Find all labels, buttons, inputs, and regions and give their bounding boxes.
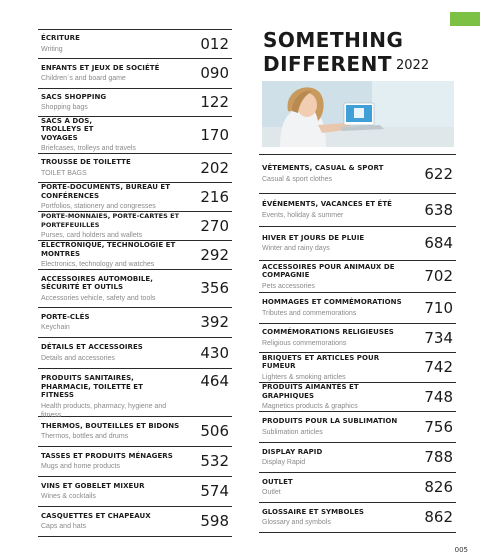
entry-subtitle: Religious commemorations <box>262 339 347 347</box>
entry-title: DÉTAILS ET ACCESSOIRES <box>41 343 143 352</box>
entry-page-number: 270 <box>200 216 229 235</box>
entry-page-number: 356 <box>200 279 229 297</box>
entry-subtitle: Health products, pharmacy, hygiene and fitness <box>41 402 167 419</box>
entry-title: PORTE-CLÉS <box>41 312 90 321</box>
toc-entry[interactable] <box>259 194 456 227</box>
entry-title: ÉLECTRONIQUE, TECHNOLOGIE ET MONTRES <box>41 241 176 258</box>
entry-page-number: 702 <box>424 267 453 285</box>
entry-subtitle: Details and accessories <box>41 354 115 362</box>
page-number: 005 <box>454 546 468 554</box>
entry-subtitle: Winter and rainy days <box>262 245 330 253</box>
entry-subtitle: Caps and hats <box>41 523 87 531</box>
entry-page-number: 598 <box>200 512 229 530</box>
entry-subtitle: Children´s and board game <box>41 75 126 83</box>
entry-subtitle: Shopping bags <box>41 104 88 112</box>
toc-entry[interactable] <box>38 270 232 308</box>
entry-subtitle: Accessories vehicle, safety and tools <box>41 294 156 302</box>
hero-photo-illustration <box>262 81 454 147</box>
entry-subtitle: Pets accessories <box>262 282 315 290</box>
entry-subtitle: Keychain <box>41 324 70 332</box>
entry-page-number: 710 <box>424 298 453 317</box>
toc-entry[interactable] <box>38 183 232 212</box>
entry-page-number: 622 <box>424 164 453 183</box>
entry-subtitle: Portfolios, stationery and congresses <box>41 203 156 210</box>
toc-entry[interactable] <box>38 447 232 477</box>
entry-page-number: 574 <box>200 482 229 500</box>
entry-subtitle: Purses, card holders and wallets <box>41 232 143 239</box>
toc-entry[interactable] <box>38 308 232 338</box>
entry-title: ENFANTS ET JEUX DE SOCIÉTÉ <box>41 63 160 72</box>
entry-page-number: 090 <box>200 64 229 82</box>
catalog-year: 2022 <box>396 58 430 73</box>
entry-subtitle: Sublimation articles <box>262 428 323 436</box>
entry-title: ÉCRITURE <box>41 34 80 43</box>
entry-page-number: 638 <box>424 200 453 219</box>
toc-entry[interactable] <box>38 89 232 117</box>
entry-page-number: 862 <box>424 508 453 526</box>
toc-entry[interactable] <box>38 417 232 447</box>
entry-subtitle: Mugs and home products <box>41 463 120 471</box>
entry-title: GLOSSAIRE ET SYMBOLES <box>262 507 364 516</box>
entry-page-number: 756 <box>424 417 453 436</box>
entry-page-number: 532 <box>200 452 229 470</box>
hero-photo-woman-with-laptop <box>262 81 454 147</box>
entry-subtitle: Outlet <box>262 489 281 497</box>
toc-entry[interactable] <box>259 227 456 261</box>
headline-line-2: DIFFERENT <box>263 52 392 76</box>
entry-page-number: 742 <box>424 358 453 376</box>
entry-page-number: 684 <box>424 234 453 252</box>
toc-entry[interactable] <box>259 443 456 473</box>
toc-entry[interactable] <box>259 412 456 443</box>
toc-entry[interactable] <box>259 503 456 533</box>
entry-page-number: 734 <box>424 328 453 347</box>
entry-title: PRODUITS AIMANTÉS ET GRAPHIQUES <box>262 383 359 400</box>
entry-subtitle: Tributes and commemorations <box>262 309 357 317</box>
toc-entry[interactable] <box>259 261 456 293</box>
entry-page-number: 788 <box>424 448 453 466</box>
entry-subtitle: Electronics, technology and watches <box>41 261 155 268</box>
toc-entry[interactable] <box>38 154 232 183</box>
entry-title: THERMOS, BOUTEILLES ET BIDONS <box>41 421 180 430</box>
toc-entry[interactable] <box>38 117 232 154</box>
toc-entry[interactable] <box>38 212 232 241</box>
section-tab-marker <box>450 12 480 26</box>
entry-title: OUTLET <box>262 477 293 486</box>
toc-entry[interactable] <box>38 59 232 89</box>
entry-title: BRIQUETS ET ARTICLES POUR FUMEUR <box>262 353 380 370</box>
entry-subtitle: Magnetics products & graphics <box>262 403 358 410</box>
entry-page-number: 202 <box>200 158 229 177</box>
entry-subtitle: Casual & sport clothes <box>262 175 333 183</box>
toc-entry[interactable] <box>259 383 456 412</box>
entry-title: TASSES ET PRODUITS MÉNAGERS <box>41 451 173 460</box>
entry-title: VÊTEMENTS, CASUAL & SPORT <box>262 164 384 173</box>
entry-subtitle: Display Rapid <box>262 459 306 467</box>
entry-title: HIVER ET JOURS DE PLUIE <box>262 233 365 242</box>
entry-page-number: 430 <box>200 343 229 362</box>
entry-title: ACCESSOIRES POUR ANIMAUX DE COMPAGNIE <box>262 262 395 279</box>
toc-entry[interactable] <box>38 369 232 417</box>
entry-title: PORTE-DOCUMENTS, BUREAU ET CONFÉRENCES <box>41 183 171 200</box>
toc-entry[interactable] <box>259 353 456 383</box>
entry-title: DISPLAY RAPID <box>262 447 323 456</box>
entry-page-number: 748 <box>424 387 453 406</box>
entry-page-number: 392 <box>200 313 229 331</box>
entry-subtitle: Writing <box>41 45 63 53</box>
toc-entry[interactable] <box>259 293 456 324</box>
entry-subtitle: Wines & cocktails <box>41 493 96 501</box>
entry-title: VINS ET GOBELET MIXEUR <box>41 481 145 490</box>
entry-page-number: 826 <box>424 478 453 496</box>
toc-entry[interactable] <box>38 30 232 59</box>
entry-page-number: 216 <box>200 187 229 206</box>
entry-page-number: 170 <box>200 125 229 144</box>
entry-title: PRODUITS SANITAIRES, PHARMACIE, TOILETTE ET FITNESS <box>41 374 143 399</box>
entry-page-number: 464 <box>200 372 229 390</box>
toc-entry[interactable] <box>38 338 232 369</box>
entry-title: SACS À DOS, TROLLEYS ET VOYAGES <box>41 116 94 142</box>
entry-subtitle: Glossary and symbols <box>262 519 331 527</box>
entry-subtitle: Events, holiday & summer <box>262 211 344 219</box>
entry-title: ÉVÉNEMENTS, VACANCES ET ÉTÉ <box>262 200 392 209</box>
headline-line-1: SOMETHING <box>263 28 404 52</box>
toc-entry[interactable] <box>38 477 232 507</box>
toc-right-column <box>259 154 456 533</box>
entry-subtitle: Thermos, bottles and drums <box>41 433 129 441</box>
toc-entry[interactable] <box>38 241 232 270</box>
toc-entry[interactable] <box>38 507 232 537</box>
toc-entry[interactable] <box>259 324 456 353</box>
entry-page-number: 012 <box>200 34 229 53</box>
entry-title: COMMÉMORATIONS RELIGIEUSES <box>262 328 394 337</box>
entry-page-number: 506 <box>200 422 229 440</box>
entry-subtitle: Lighters & smoking articles <box>262 373 346 381</box>
entry-subtitle: TOILET BAGS <box>41 169 87 177</box>
entry-title: ACCESSOIRES AUTOMOBILE, SÉCURITÉ ET OUTILS <box>41 274 153 291</box>
entry-page-number: 292 <box>200 245 229 264</box>
toc-left-column <box>38 29 232 537</box>
entry-title: PORTE-MONNAIES, PORTE-CARTES ET PORTEFEUILLES <box>41 212 180 229</box>
entry-title: PRODUITS POUR LA SUBLIMATION <box>262 417 398 426</box>
entry-title: CASQUETTES ET CHAPEAUX <box>41 511 151 520</box>
toc-entry[interactable] <box>259 155 456 194</box>
toc-entry[interactable] <box>259 473 456 503</box>
entry-subtitle: Briefcases, trolleys and travels <box>41 145 136 153</box>
entry-title: HOMMAGES ET COMMÉMORATIONS <box>262 298 402 307</box>
entry-title: TROUSSE DE TOILETTE <box>41 158 131 167</box>
entry-page-number: 122 <box>200 93 229 111</box>
entry-title: SACS SHOPPING <box>41 92 107 101</box>
